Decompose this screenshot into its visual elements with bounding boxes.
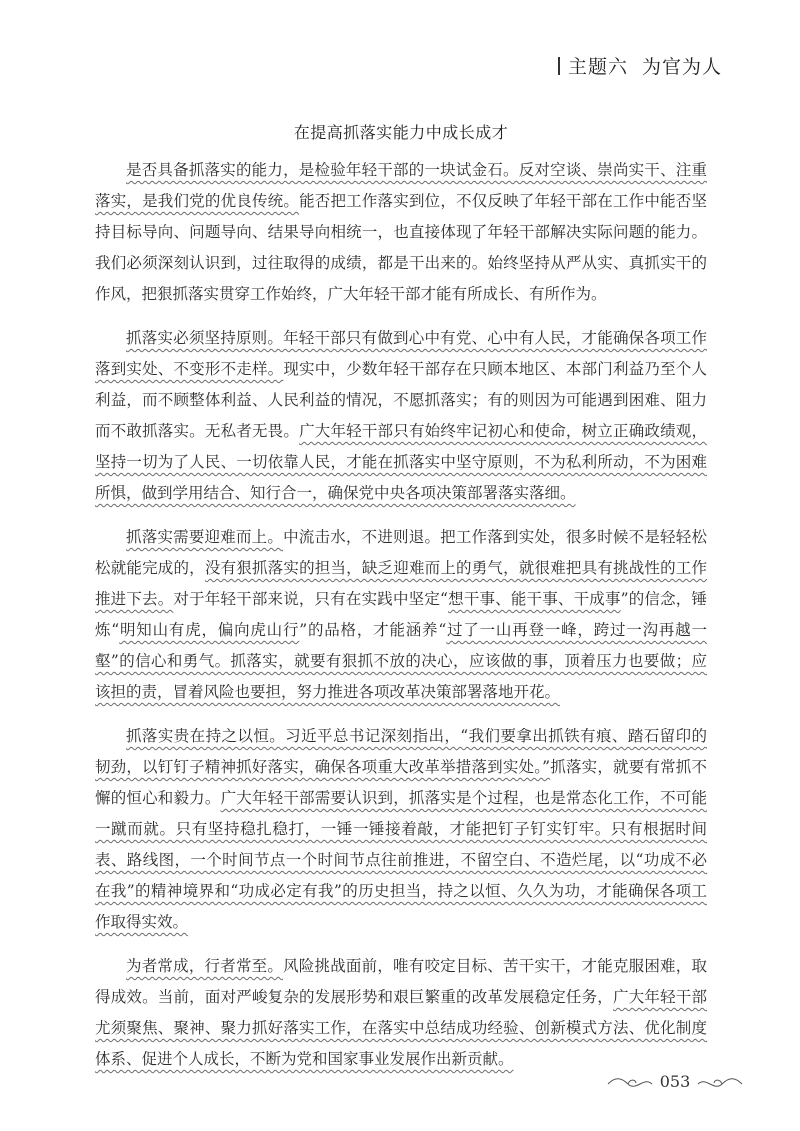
marked-text: 过了一山再登一峰，跨过一沟再越一壑”的信心和勇气。抓落实，就要有狠抓不放的决心，应该做的事，顶着压力也要做；应该担的责，冒着风险也要担，努力推进各项改革决策部署落地开花。 xyxy=(95,621,707,701)
page-number-block xyxy=(600,1068,750,1096)
marked-text: 为者常成，行者常至。 xyxy=(126,957,284,975)
marked-text: 抓落实必须坚持原则。年轻干部只有做到心中有党、心中有人民，才能确保各项工作落到实处、不变形不走样。 xyxy=(95,329,707,378)
paragraph xyxy=(95,323,707,509)
paragraph-text: ”的品格，才能涵养“ xyxy=(299,621,447,639)
marked-text: 抓落实需要迎难而上。 xyxy=(126,528,284,546)
paragraph-text: 现实中，少数年轻干部存在只顾本地区、本部门利益乃至个人利益，而不顾整体利益、人民利益的情况，不愿抓落实；有的则因为可能遇到困难、阻力而不敢抓落实。无私者无畏。 xyxy=(95,360,707,440)
marked-text: 广大年轻干部只有始终牢记初心和使命，树立正确政绩观，坚持一切为了人民、一切依靠人民，才能在抓落实中坚守原则，不为私利所动，不为困难所惧，做到学用结合、知行合一，确保党中央各项决策部署落实落细。 xyxy=(95,422,707,502)
article-body xyxy=(95,155,707,1075)
paragraph-text: ”的信念，锤炼“ xyxy=(95,590,707,639)
paragraph xyxy=(95,721,707,938)
paragraph xyxy=(95,522,707,708)
paragraph-text: 能否把工作落实到位，不仅反映了年轻干部在工作中能否坚持目标导向、问题导向、结果导向相统一，也直接体现了年轻干部解决实际问题的能力。我们必须深刻认识到，过往取得的成绩，都是干出来的。始终坚持从严从实、真抓实干的作风，把狠抓落实贯穿工作始终，广大年轻干部才能有所成长、有所作为。 xyxy=(95,192,707,303)
marked-text: 是否具备抓落实的能力，是检验年轻干部的一块试金石。反对空谈、崇尚实干、注重落实，是我们党的优良传统。 xyxy=(95,161,707,210)
page-number: 053 xyxy=(659,1072,691,1091)
paragraph-text: 抓落实，就要有常抓不懈的恒心和毅力。 xyxy=(95,758,707,807)
paragraph xyxy=(95,155,707,310)
marked-text: 广大年轻干部需要认识到，抓落实是个过程，也是常态化工作，不可能一蹴而就。只有坚持稳扎稳打，一锤一锤接着敲，才能把钉子钉实钉牢。只有根据时间表、路线图，一个时间节点一个时间节点往前推进，不留空白、不造烂尾，以“功成不必在我”的精神境界和“功成必定有我”的历史担当，持之以恒、久久为功，才能确保各项工作取得实效。 xyxy=(95,789,707,931)
marked-text: 想干事、能干事、干成事 xyxy=(447,590,621,608)
running-header xyxy=(558,52,722,79)
paragraph-text: 中流击水，不进则退。把工作落到实处，很多时候不是轻轻松松就能完成的， xyxy=(95,528,707,577)
paragraph-text: 对于年轻干部来说，只有在实践中坚定“ xyxy=(173,590,448,608)
marked-text: 没有狠抓落实的担当，缺乏迎难而上的勇气，就很难把具有挑战性的工作推进下去。 xyxy=(95,559,707,608)
paragraph xyxy=(95,951,707,1075)
header-theme: 主题六 xyxy=(567,56,628,78)
marked-text: 广大年轻干部尤须聚焦、聚神、聚力抓好落实工作，在落实中总结成功经验、创新模式方法、优化制度体系、促进个人成长，不断为党和国家事业发展作出新贡献。 xyxy=(95,988,707,1068)
article-title: 在提高抓落实能力中成长成才 xyxy=(293,123,509,142)
paragraph-text: 风险挑战面前，唯有咬定目标、苦干实干，才能克服困难，取得成效。当前，面对严峻复杂的发展形势和艰巨繁重的改革发展稳定任务， xyxy=(95,957,707,1006)
marked-text: 抓落实贵在持之以恒。习近平总书记深刻指出，“我们要拿出抓铁有痕、踏石留印的韧劲，以钉钉子精神抓好落实，确保各项重大改革举措落到实处。” xyxy=(95,727,707,776)
article xyxy=(95,120,707,1088)
header-divider xyxy=(558,57,560,75)
header-title: 为官为人 xyxy=(641,56,722,78)
marked-text: 明知山有虎，偏向虎山行 xyxy=(119,621,300,639)
